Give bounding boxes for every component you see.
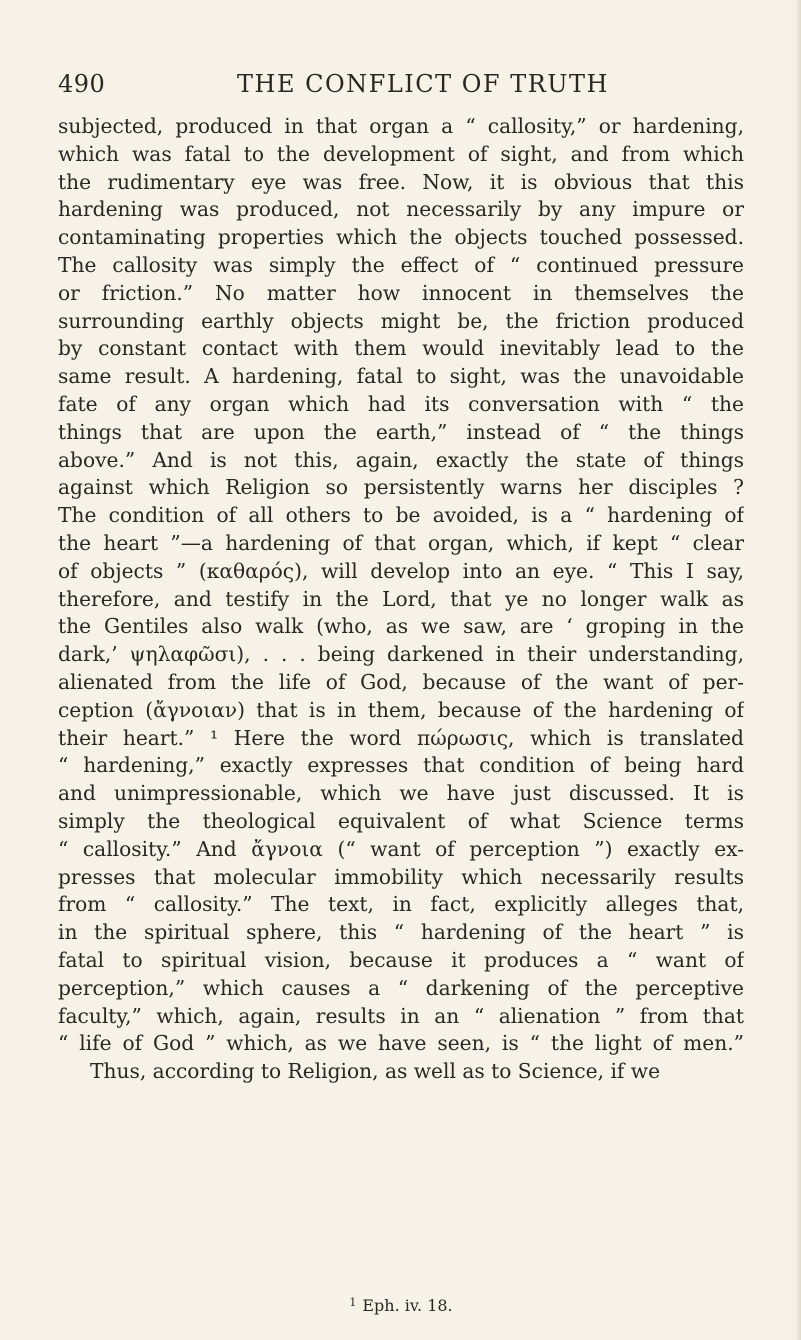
footnote	[58, 1292, 744, 1317]
text-line: their heart.” ¹ Here the word πώρωσις, which is translated	[58, 725, 744, 750]
page-header	[58, 70, 748, 106]
text-line: from “ callosity.” The text, in fact, explicitly alleges that,	[58, 892, 744, 917]
text-line: surrounding earthly objects might be, the friction produced	[58, 308, 744, 333]
text-line: above.” And is not this, again, exactly the state of things	[58, 447, 744, 472]
running-head: THE CONFLICT OF TRUTH	[237, 70, 609, 98]
text-line: dark,’ ψηλαφῶσι), . . . being darkened in their understanding,	[58, 642, 744, 667]
text-line: which was fatal to the development of sight, and from which	[58, 141, 744, 166]
text-line: “ hardening,” exactly expresses that condition of being hard	[58, 753, 744, 778]
text-line: against which Religion so persistently warns her disciples ?	[58, 475, 744, 500]
text-line: by constant contact with them would inevitably lead to the	[58, 336, 744, 361]
text-line: fatal to spiritual vision, because it produces a “ want of	[58, 947, 744, 972]
page-number: 490	[58, 70, 106, 98]
text-line: Thus, according to Religion, as well as to Science, if we	[90, 1059, 661, 1084]
footnote-mark: 1	[349, 1296, 357, 1309]
text-line: things that are upon the earth,” instead of “ the things	[58, 419, 744, 444]
text-line: the Gentiles also walk (who, as we saw, are ‘ groping in the	[58, 614, 744, 639]
footnote-text: Eph. iv. 18.	[362, 1296, 453, 1315]
text-line: ception (ἄγνοιαν) that is in them, because of the hardening of	[58, 697, 744, 722]
text-line: faculty,” which, again, results in an “ alienation ” from that	[58, 1003, 744, 1028]
body-text	[58, 113, 744, 1086]
text-line: same result. A hardening, fatal to sight, was the unavoidable	[58, 364, 744, 389]
text-line: and unimpressionable, which we have just discussed. It is	[58, 781, 744, 806]
text-line: simply the theological equivalent of what Science terms	[58, 808, 744, 833]
text-line: in the spiritual sphere, this “ hardening of the heart ” is	[58, 920, 744, 945]
text-line: alienated from the life of God, because of the want of per-	[58, 669, 744, 694]
text-line: “ callosity.” And ἄγνοια (“ want of perception ”) exactly ex-	[58, 836, 744, 861]
text-line: perception,” which causes a “ darkening of the perceptive	[58, 975, 744, 1000]
text-line: hardening was produced, not necessarily by any impure or	[58, 197, 744, 222]
text-line: or friction.” No matter how innocent in themselves the	[58, 280, 744, 305]
text-line: of objects ” (καθαρός), will develop into an eye. “ This I say,	[58, 558, 744, 583]
text-line: therefore, and testify in the Lord, that ye no longer walk as	[58, 586, 744, 611]
text-line: the heart ”—a hardening of that organ, which, if kept “ clear	[58, 530, 744, 555]
text-line: “ life of God ” which, as we have seen, is “ the light of men.”	[58, 1031, 744, 1056]
text-line: fate of any organ which had its conversation with “ the	[58, 391, 744, 416]
text-line: The callosity was simply the effect of “ continued pressure	[58, 252, 744, 277]
page-edge-shadow	[795, 0, 801, 1340]
text-line: presses that molecular immobility which necessarily results	[58, 864, 744, 889]
text-line: the rudimentary eye was free. Now, it is obvious that this	[58, 169, 744, 194]
text-line: contaminating properties which the objects touched possessed.	[58, 225, 744, 250]
text-line: The condition of all others to be avoided, is a “ hardening of	[58, 503, 744, 528]
text-line: subjected, produced in that organ a “ callosity,” or hardening,	[58, 114, 744, 138]
